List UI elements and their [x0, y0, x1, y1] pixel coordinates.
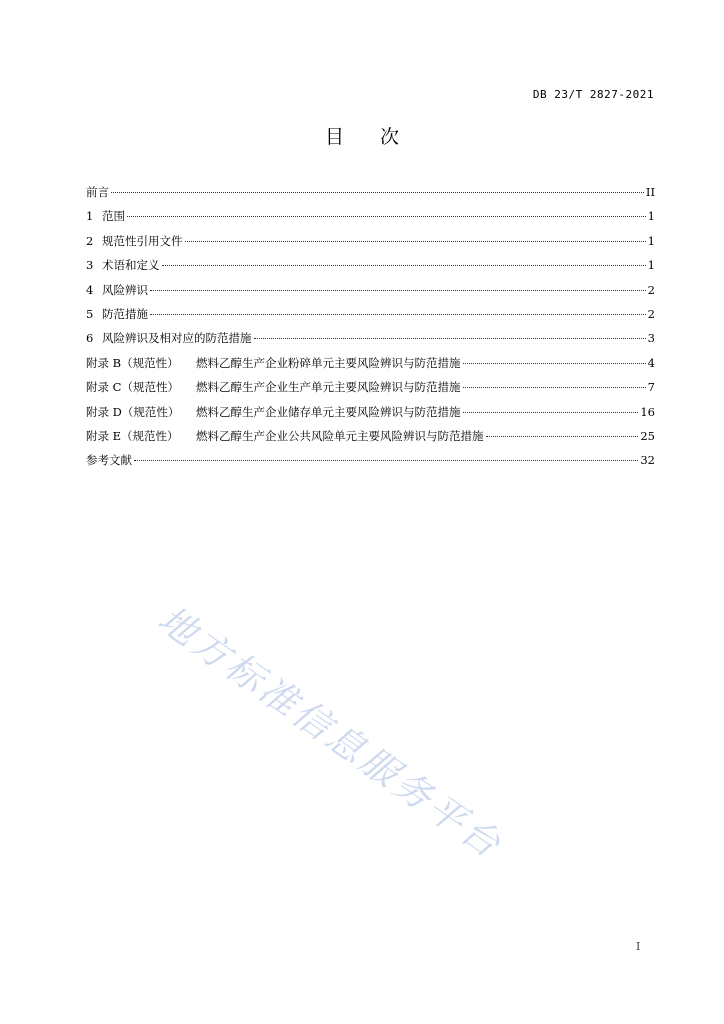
toc-entry-label: [86, 355, 461, 371]
dot-leader: [162, 265, 646, 266]
dot-leader: [150, 314, 646, 315]
toc-entry-page: 2: [647, 306, 655, 321]
toc-entry-title: 风险辨识及相对应的防范措施: [102, 331, 252, 346]
toc-entry[interactable]: [86, 379, 655, 403]
toc-entry[interactable]: [86, 428, 655, 452]
toc-entry-title: 燃料乙醇生产企业生产单元主要风险辨识与防范措施: [196, 380, 461, 395]
toc-entry[interactable]: [86, 452, 655, 476]
toc-entry-title: 前言: [86, 185, 109, 199]
toc-entry-page: 4: [647, 355, 655, 370]
toc-entry-title: 规范性引用文件: [102, 233, 183, 248]
toc-entry-label: [86, 404, 461, 420]
toc-entry[interactable]: [86, 257, 655, 281]
toc-entry-page: 1: [647, 209, 655, 224]
toc-entry-title: 燃料乙醇生产企业储存单元主要风险辨识与防范措施: [196, 404, 461, 419]
dot-leader: [134, 460, 638, 461]
dot-leader: [463, 412, 639, 413]
toc-entry[interactable]: [86, 404, 655, 428]
toc-entry-page: 2: [647, 282, 655, 297]
toc-entry[interactable]: [86, 233, 655, 257]
toc-entry-label: [86, 233, 183, 249]
toc-entry-label: [86, 184, 109, 200]
toc-entry-page: II: [645, 185, 655, 199]
toc-entry-label: [86, 379, 461, 395]
toc-entry-label: [86, 306, 148, 322]
dot-leader: [150, 290, 646, 291]
toc-entry-annex: 附录 B（规范性）: [86, 355, 179, 370]
dot-leader: [463, 387, 646, 388]
document-code: DB 23/T 2827-2021: [532, 88, 654, 101]
toc-entry-title: 防范措施: [102, 306, 148, 321]
toc-entry-annex: 附录 C（规范性）: [86, 380, 179, 395]
toc-entry-title: 术语和定义: [102, 258, 160, 273]
toc-entry-page: 32: [640, 453, 655, 468]
toc-entry[interactable]: [86, 282, 655, 306]
toc-entry-number: 6: [86, 331, 94, 346]
dot-leader: [254, 338, 646, 339]
toc-entry-page: 1: [647, 233, 655, 248]
dot-leader: [486, 436, 639, 437]
toc-entry[interactable]: [86, 330, 655, 354]
toc-entry-title: 燃料乙醇生产企业粉碎单元主要风险辨识与防范措施: [196, 355, 461, 370]
toc-entry-label: [86, 282, 148, 298]
toc-entry-number: 5: [86, 306, 94, 321]
toc-entry-number: 1: [86, 209, 94, 224]
page-title: 目次: [324, 126, 435, 148]
toc-entry[interactable]: [86, 208, 655, 232]
dot-leader: [111, 192, 644, 193]
toc-entry-page: 25: [640, 428, 655, 443]
toc-entry-number: 3: [86, 258, 94, 273]
dot-leader: [463, 363, 646, 364]
dot-leader: [185, 241, 646, 242]
toc-entry-page: 7: [647, 380, 655, 395]
toc-entry-title: 燃料乙醇生产企业公共风险单元主要风险辨识与防范措施: [196, 428, 484, 443]
toc-entry[interactable]: [86, 306, 655, 330]
toc-entry-label: [86, 208, 125, 224]
watermark: 地方标准信息服务平台: [150, 597, 511, 868]
toc-entry-annex: 附录 E（规范性）: [86, 428, 179, 443]
toc-entry-label: [86, 257, 160, 273]
toc-entry-page: 16: [640, 404, 655, 419]
toc-entry-title: 风险辨识: [102, 282, 148, 297]
toc-entry-page: 1: [647, 258, 655, 273]
dot-leader: [127, 216, 646, 217]
toc-entry-label: [86, 452, 132, 468]
toc-entry[interactable]: [86, 184, 655, 208]
table-of-contents: [86, 184, 655, 477]
toc-entry-number: 2: [86, 233, 94, 248]
toc-entry-label: [86, 428, 484, 444]
toc-entry-number: 4: [86, 282, 94, 297]
toc-entry[interactable]: [86, 355, 655, 379]
toc-entry-title: 范围: [102, 209, 125, 224]
toc-entry-label: [86, 330, 252, 346]
toc-entry-title: 参考文献: [86, 453, 132, 468]
toc-entry-page: 3: [647, 331, 655, 346]
toc-entry-annex: 附录 D（规范性）: [86, 404, 180, 419]
page-number: I: [636, 940, 641, 953]
